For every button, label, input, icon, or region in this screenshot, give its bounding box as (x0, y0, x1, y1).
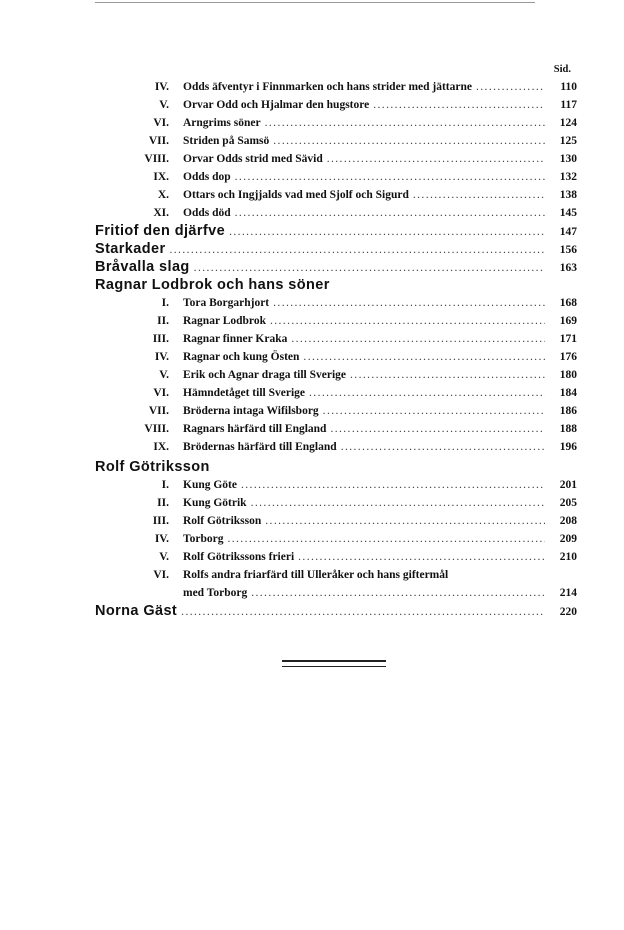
chapter-number: I. (161, 297, 169, 309)
page-number: 168 (559, 297, 577, 309)
page-number: 201 (559, 479, 577, 491)
toc-part-entry (95, 276, 577, 294)
toc-part-entry (95, 458, 577, 476)
chapter-title: Odds dop (183, 171, 231, 183)
toc-chapter-entry (95, 494, 577, 512)
chapter-title: med Torborg (183, 587, 248, 599)
chapter-title: Ragnar Lodbrok (183, 315, 266, 327)
chapter-title: Ottars och Ingjjalds vad med Sjolf och Sigurd (183, 189, 409, 201)
part-title: Ragnar Lodbrok och hans söner (95, 277, 330, 293)
dot-leader (265, 512, 545, 530)
chapter-title: Striden på Samsö (183, 135, 270, 147)
page-number: 110 (560, 81, 577, 93)
chapter-number: XI. (153, 207, 169, 219)
page-number: 188 (559, 423, 577, 435)
page-number: 180 (559, 369, 577, 381)
page-number: 184 (559, 387, 577, 399)
dot-leader (327, 150, 545, 168)
chapter-number: VIII. (144, 153, 169, 165)
chapter-number: VI. (153, 387, 169, 399)
toc-chapter-entry (95, 312, 577, 330)
toc-chapter-entry (95, 420, 577, 438)
toc-part-entry (95, 602, 577, 620)
chapter-number: IV. (154, 533, 169, 545)
toc-chapter-entry (95, 150, 577, 168)
chapter-number: IV. (154, 81, 169, 93)
chapter-number: IV. (154, 351, 169, 363)
toc-chapter-entry (95, 294, 577, 312)
chapter-title: Brödernas härfärd till England (183, 441, 337, 453)
chapter-title: Tora Borgarhjort (183, 297, 270, 309)
chapter-title: Odds äfventyr i Finnmarken och hans strider med jättarne (183, 81, 472, 93)
toc-chapter-entry (95, 438, 577, 456)
dot-leader (181, 603, 545, 621)
dot-leader (303, 348, 545, 366)
dot-leader (227, 530, 545, 548)
chapter-title: Arngrims söner (183, 117, 261, 129)
page-number: 145 (559, 207, 577, 219)
dot-leader (330, 420, 545, 438)
toc-chapter-entry (95, 476, 577, 494)
chapter-number: VII. (148, 135, 169, 147)
top-rule (95, 2, 535, 3)
dot-leader (350, 366, 545, 384)
chapter-title: Rolf Götrikssons frieri (183, 551, 295, 563)
chapter-number: II. (157, 497, 169, 509)
dot-leader (270, 312, 545, 330)
toc-chapter-entry (95, 186, 577, 204)
chapter-number: VIII. (144, 423, 169, 435)
page-column-header: Sid. (553, 64, 571, 75)
dot-leader (291, 330, 545, 348)
chapter-title: Kung Göte (183, 479, 237, 491)
toc-chapter-entry (95, 512, 577, 530)
dot-leader (298, 548, 545, 566)
dot-leader (413, 186, 545, 204)
chapter-number: V. (159, 99, 169, 111)
toc-chapter-entry (95, 548, 577, 566)
dot-leader (251, 584, 545, 602)
chapter-title: Bröderna intaga Wifilsborg (183, 405, 319, 417)
chapter-number: VI. (153, 569, 169, 581)
dot-leader (265, 114, 545, 132)
page-number: 186 (559, 405, 577, 417)
page-number: 125 (559, 135, 577, 147)
dot-leader (476, 78, 545, 96)
toc-part-entry (95, 222, 577, 240)
toc-chapter-entry (95, 366, 577, 384)
dot-leader (273, 132, 545, 150)
chapter-title: Rolf Götriksson (183, 515, 262, 527)
toc-chapter-entry (95, 330, 577, 348)
part-title: Starkader (95, 241, 166, 257)
chapter-title: Ragnars härfärd till England (183, 423, 327, 435)
toc-chapter-entry (95, 584, 577, 602)
dot-leader (229, 223, 545, 241)
toc-chapter-entry (95, 348, 577, 366)
page-number: 117 (560, 99, 577, 111)
chapter-number: III. (152, 515, 169, 527)
page-number: 132 (559, 171, 577, 183)
toc-chapter-entry (95, 132, 577, 150)
dot-leader (309, 384, 545, 402)
page-number: 214 (559, 587, 577, 599)
chapter-number: X. (157, 189, 169, 201)
part-title: Rolf Götriksson (95, 459, 210, 475)
chapter-number: IX. (153, 441, 169, 453)
chapter-title: Torborg (183, 533, 224, 545)
dot-leader (170, 241, 546, 259)
page-number: 171 (559, 333, 577, 345)
dot-leader (235, 168, 545, 186)
chapter-number: V. (159, 551, 169, 563)
dot-leader (341, 438, 545, 456)
page-number: 138 (559, 189, 577, 201)
end-ornament-rule (282, 660, 386, 667)
page-number: 147 (559, 226, 577, 238)
dot-leader (251, 494, 545, 512)
chapter-number: II. (157, 315, 169, 327)
page-number: 169 (559, 315, 577, 327)
page-number: 210 (559, 551, 577, 563)
page-number: 205 (559, 497, 577, 509)
part-title: Fritiof den djärfve (95, 223, 226, 239)
toc-chapter-entry (95, 530, 577, 548)
toc-chapter-entry (95, 78, 577, 96)
chapter-title: Kung Götrik (183, 497, 247, 509)
toc-chapter-entry (95, 96, 577, 114)
page-number: 220 (559, 606, 577, 618)
page-number: 163 (559, 262, 577, 274)
dot-leader (373, 96, 545, 114)
part-title: Norna Gäst (95, 603, 178, 619)
chapter-number: I. (161, 479, 169, 491)
toc-chapter-entry (95, 566, 577, 584)
page-number: 208 (559, 515, 577, 527)
toc-chapter-entry (95, 204, 577, 222)
chapter-number: VII. (148, 405, 169, 417)
chapter-title: Orvar Odds strid med Sävid (183, 153, 323, 165)
dot-leader (235, 204, 545, 222)
chapter-title: Ragnar finner Kraka (183, 333, 288, 345)
part-title: Bråvalla slag (95, 259, 190, 275)
chapter-number: VI. (153, 117, 169, 129)
chapter-title: Hämndetåget till Sverige (183, 387, 306, 399)
page-number: 130 (559, 153, 577, 165)
page-number: 196 (559, 441, 577, 453)
page-number: 209 (559, 533, 577, 545)
toc-chapter-entry (95, 384, 577, 402)
dot-leader (323, 402, 545, 420)
page-number: 156 (559, 244, 577, 256)
chapter-title: Odds död (183, 207, 231, 219)
chapter-number: V. (159, 369, 169, 381)
page-number: 176 (559, 351, 577, 363)
toc-chapter-entry (95, 168, 577, 186)
dot-leader (194, 259, 545, 277)
toc-part-entry (95, 240, 577, 258)
dot-leader (241, 476, 545, 494)
chapter-title: Ragnar och kung Östen (183, 351, 300, 363)
chapter-title: Orvar Odd och Hjalmar den hugstore (183, 99, 370, 111)
toc-chapter-entry (95, 114, 577, 132)
toc-chapter-entry (95, 402, 577, 420)
chapter-number: IX. (153, 171, 169, 183)
chapter-title: Erik och Agnar draga till Sverige (183, 369, 347, 381)
dot-leader (273, 294, 545, 312)
chapter-title: Rolfs andra friarfärd till Ulleråker och hans giftermål (183, 569, 449, 581)
page-number: 124 (559, 117, 577, 129)
chapter-number: III. (152, 333, 169, 345)
toc-part-entry (95, 258, 577, 276)
